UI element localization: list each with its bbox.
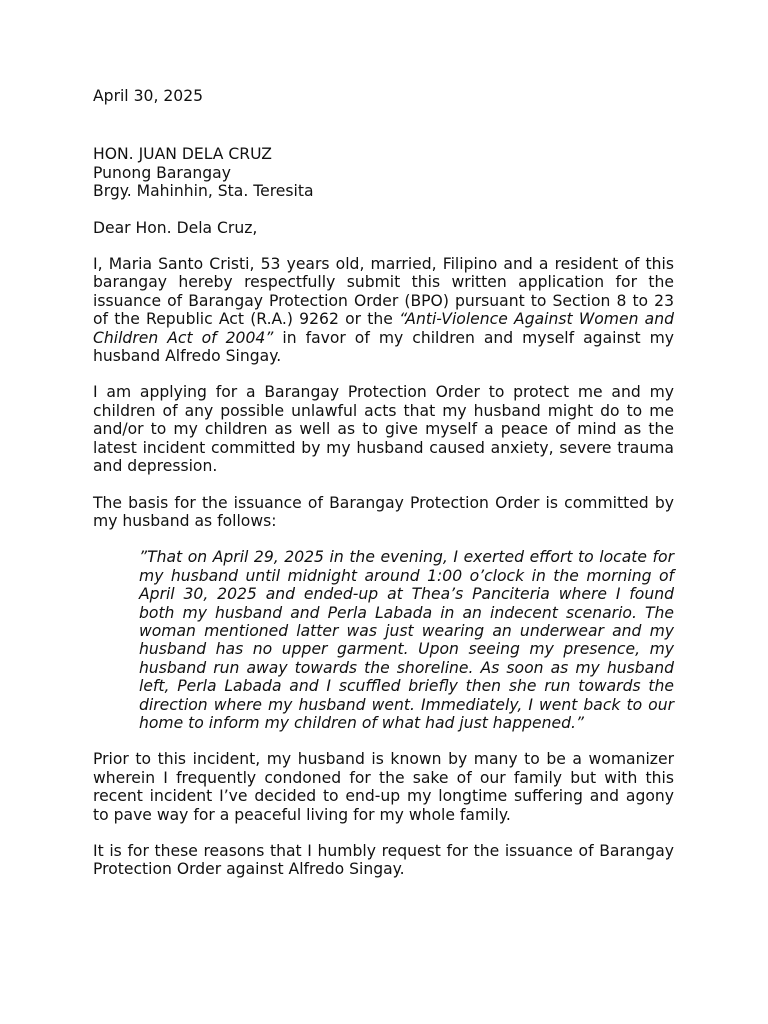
- paragraph-basis: The basis for the issuance of Barangay Protection Order is committed by my husband as follows:: [93, 493, 674, 530]
- paragraph-background: Prior to this incident, my husband is known by many to be a womanizer wherein I frequently condoned for the sake of our family but with this recent incident I’ve decided to end-up my longtime suffering and agony to pave way for a peaceful living for my whole family.: [93, 750, 674, 824]
- paragraph-request: It is for these reasons that I humbly request for the issuance of Barangay Protection Order against Alfredo Singay.: [93, 842, 674, 879]
- intro-text-end: in favor of my children and myself against my husband Alfredo Singay.: [93, 328, 674, 366]
- paragraph-purpose: I am applying for a Barangay Protection Order to protect me and my children of any possible unlawful acts that my husband might do to me and/or to my children as well as to give myself a peace of mind as the latest incident committed by my husband caused anxiety, severe trauma and depression.: [93, 383, 674, 476]
- salutation: Dear Hon. Dela Cruz,: [93, 218, 258, 237]
- letter-date: April 30, 2025: [93, 87, 204, 105]
- act-title: “Anti-Violence Against Women and Children Act of 2004”: [93, 310, 675, 347]
- addressee-block: [93, 145, 674, 200]
- addressee-address: Brgy. Mahinhin, Sta. Teresita: [93, 182, 314, 201]
- intro-text: I, Maria Santo Cristi, 53 years old, married, Filipino and a resident of this barangay hereby respectfully submit this written application for the issuance of Barangay Protection Order (BPO) pursuant to Section 8 to 23 of the Republic Act (R.A.) 9262 or the: [93, 255, 674, 329]
- letter-body: [93, 87, 674, 897]
- paragraph-introduction: [93, 255, 674, 365]
- addressee-position: Punong Barangay: [93, 163, 231, 182]
- incident-quote: ”That on April 29, 2025 in the evening, I exerted effort to locate for my husband until midnight around 1:00 o’clock in the morning of April 30, 2025 and ended-up at Thea’s Panciteria where I found both my husband and Perla Labada in an indecent scenario. The woman mentioned latter was just wearing an underwear and my husband has no upper garment. Upon seeing my presence, my husband run away towards the shoreline. As soon as my husband left, Perla Labada and I scuffled briefly then she run towards the direction where my husband went. Immediately, I went back to our home to inform my children of what had just happened.”: [139, 548, 674, 732]
- addressee-name: HON. JUAN DELA CRUZ: [93, 145, 272, 164]
